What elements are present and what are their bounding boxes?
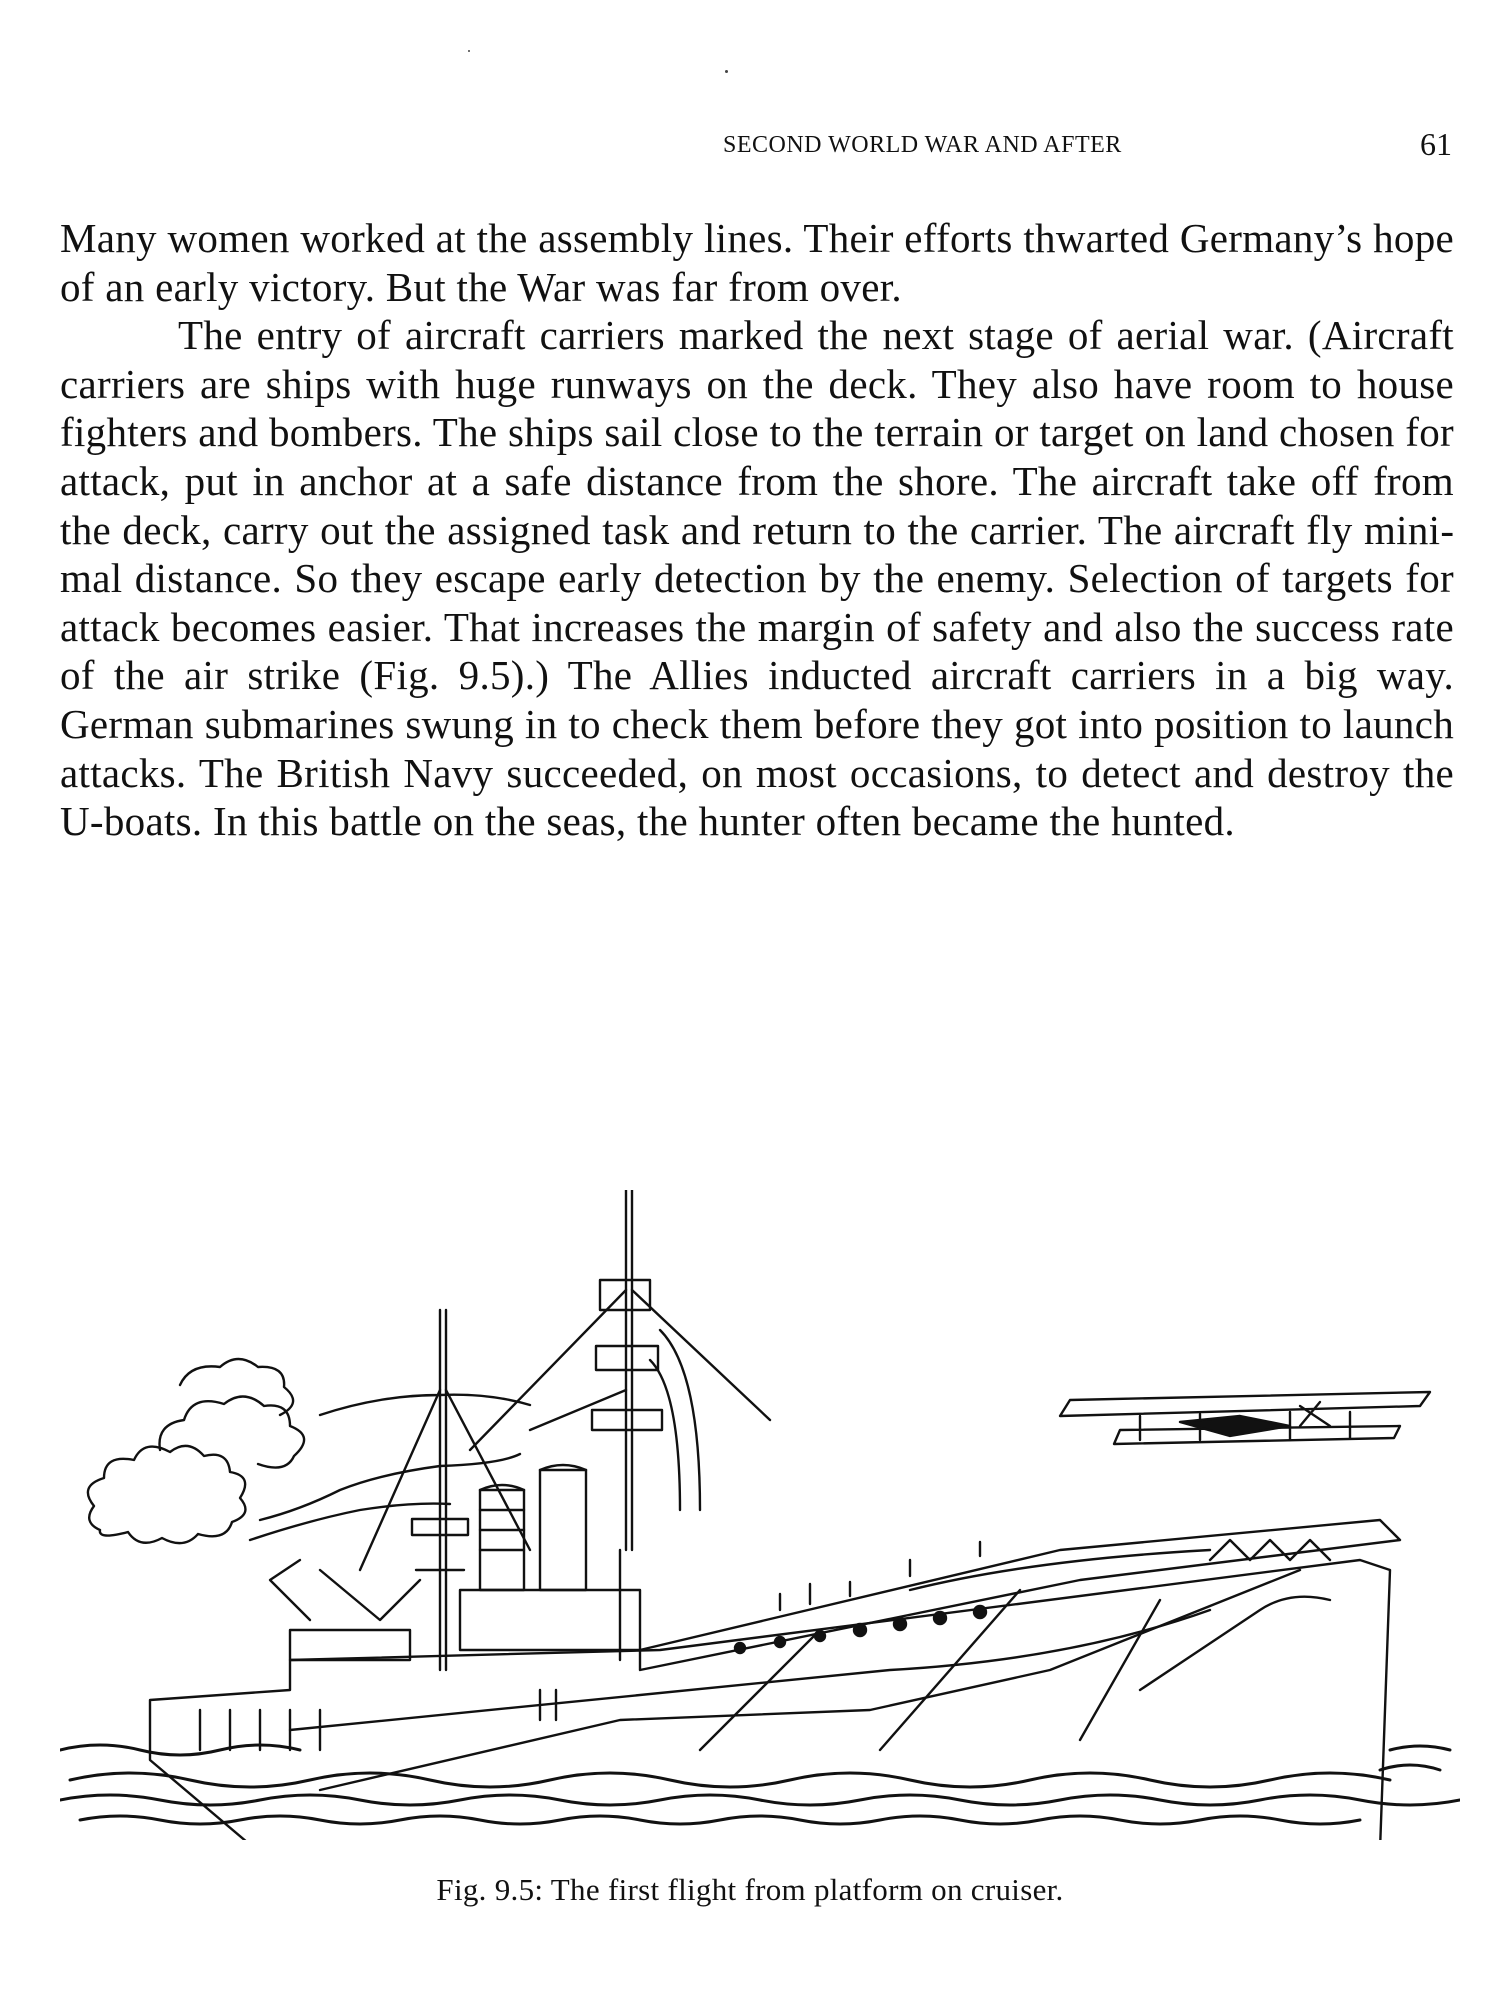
launch-platform	[640, 1520, 1400, 1670]
ship-illustration	[60, 1190, 1460, 1840]
sea-waves	[60, 1745, 1460, 1824]
biplane	[1060, 1392, 1430, 1444]
page-number: 61	[1420, 126, 1452, 162]
smoke-cloud	[88, 1359, 530, 1543]
hull	[150, 1560, 1390, 1840]
scan-speck	[468, 50, 470, 52]
superstructure	[270, 1550, 640, 1720]
running-head: SECOND WORLD WAR AND AFTER	[723, 132, 1122, 158]
masts-rigging	[360, 1190, 770, 1670]
figure-caption: Fig. 9.5: The first flight from platform on cruiser.	[436, 1872, 1064, 1907]
scan-speck	[725, 70, 728, 73]
paragraph-2: The entry of aircraft carriers marked the next stage of aerial war. (Aircraft carriers are ships with huge runways on the deck. They also have room to house fighters and bombers. The ships sail close to the terrain or target on land chosen for attack, put in anchor at a safe distance from the shore. The aircraft take off from the deck, carry out the assigned task and return to the carrier. The aircraft fly minimal distance. So they escape early detection by the enemy. Selection of targets for attack becomes easier. That increases the margin of safety and also the success rate of the air strike (Fig. 9.5).) The Allies inducted aircraft carriers in a big way. German submarines swung in to check them before they got into position to launch attacks. The British Navy succeeded, on most occasions, to detect and destroy the U-boats. In this battle on the seas, the hunter often became the hunted.	[60, 312, 1454, 845]
paragraph-1: Many women worked at the assembly lines. Their efforts thwarted Germany’s hope of an early victory. But the War was far from over.	[60, 215, 1454, 310]
body-text	[60, 214, 1454, 846]
